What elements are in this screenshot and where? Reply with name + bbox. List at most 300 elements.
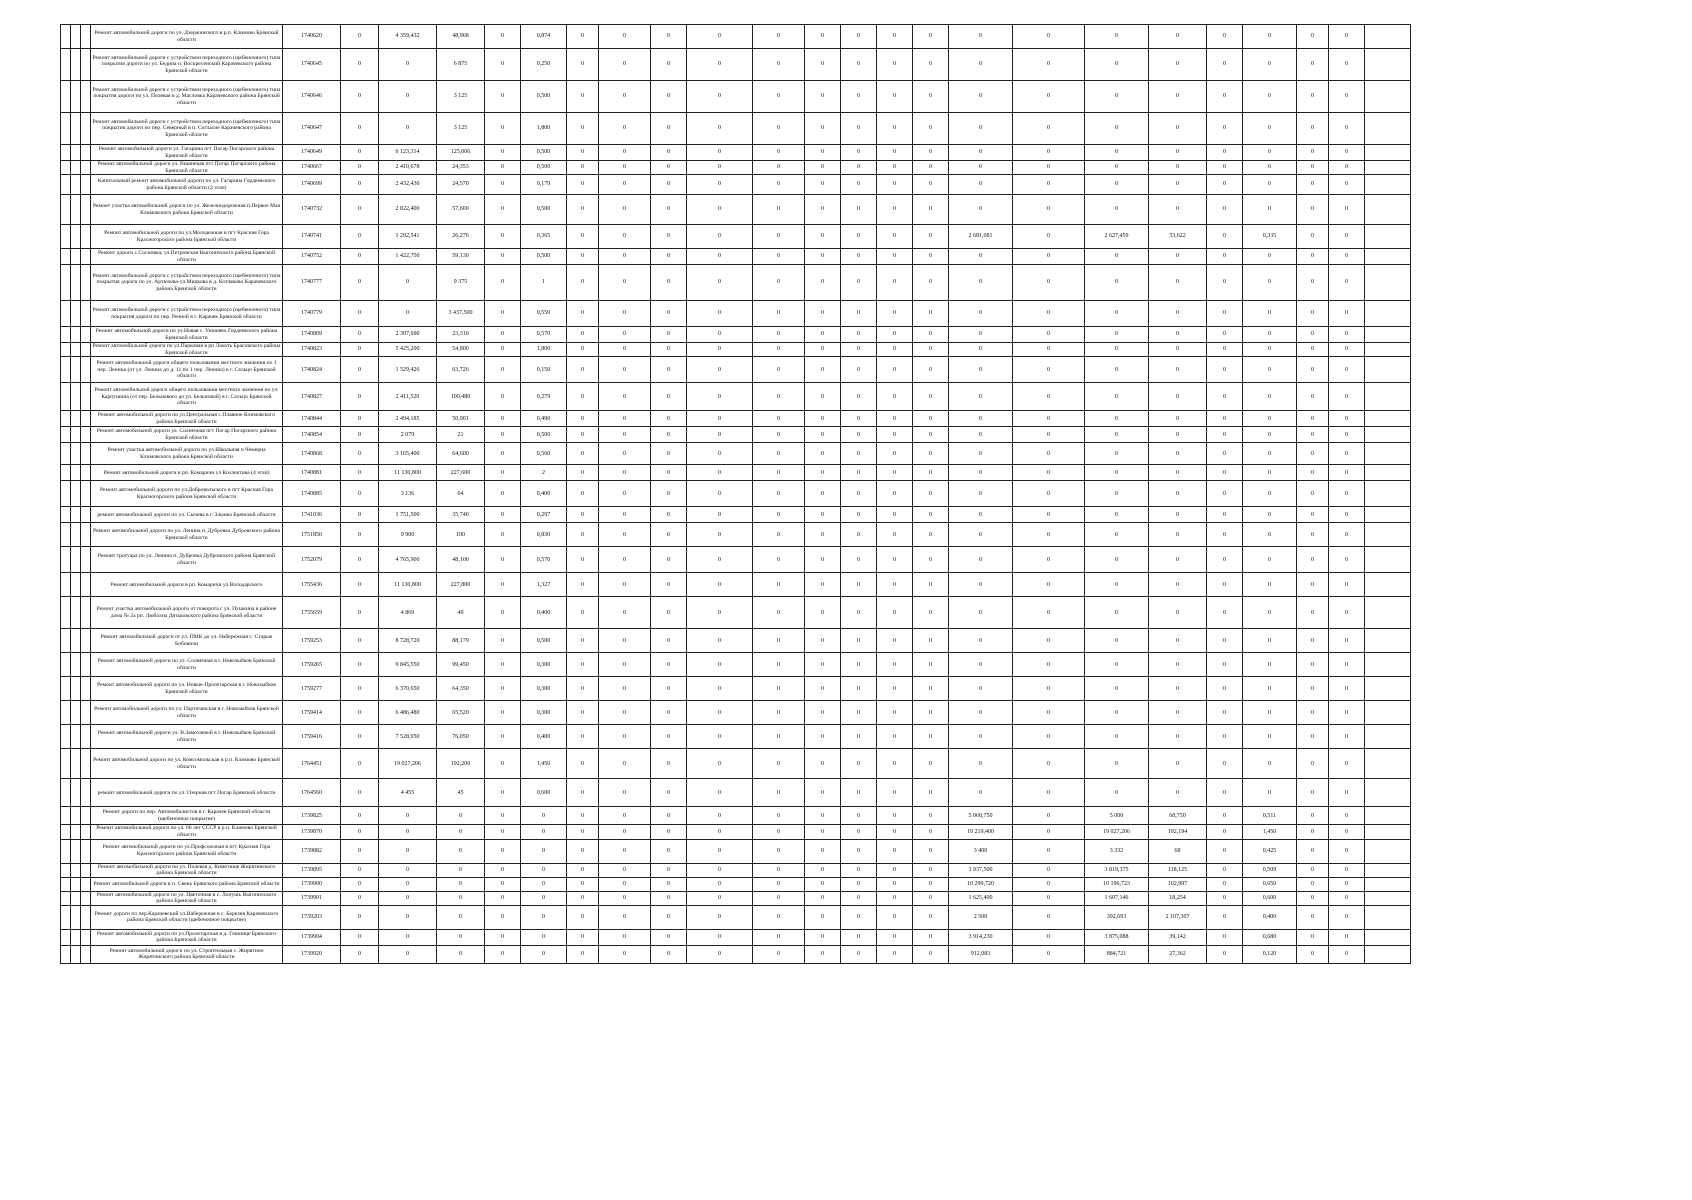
value-cell: 0	[1085, 195, 1149, 225]
value-cell: 0	[567, 807, 599, 825]
empty-cell	[71, 161, 81, 175]
value-cell: 0	[1329, 877, 1365, 891]
value-cell: 0	[1013, 945, 1085, 963]
value-cell: 0	[599, 145, 651, 161]
value-cell: 0	[1329, 195, 1365, 225]
value-cell: 0	[753, 677, 805, 701]
value-cell: 0	[341, 507, 379, 523]
value-cell: 0	[599, 443, 651, 465]
value-cell: 0	[379, 945, 437, 963]
value-cell: 0	[687, 427, 753, 443]
value-cell: 0	[877, 225, 913, 249]
value-cell: 0	[841, 443, 877, 465]
table-row	[61, 327, 1411, 343]
empty-cell	[1365, 357, 1411, 383]
value-cell: 0	[1149, 465, 1207, 481]
value-cell: 0	[651, 825, 687, 839]
value-cell: 0	[753, 891, 805, 905]
value-cell: 1,800	[521, 343, 567, 357]
empty-cell	[1365, 327, 1411, 343]
value-cell: 0	[1207, 905, 1243, 929]
value-cell: 0	[805, 573, 841, 597]
value-cell: 0	[913, 49, 949, 81]
value-cell: 0	[913, 301, 949, 327]
empty-cell	[61, 891, 71, 905]
value-cell: 0	[1243, 749, 1297, 779]
value-cell: 0	[1297, 725, 1329, 749]
value-cell: 0	[485, 523, 521, 547]
value-cell: 0	[1149, 779, 1207, 807]
value-cell: 68,750	[1149, 807, 1207, 825]
value-cell: 0	[567, 749, 599, 779]
empty-cell	[81, 327, 91, 343]
value-cell: 0	[753, 161, 805, 175]
empty-cell	[1365, 481, 1411, 507]
value-cell: 0	[599, 175, 651, 195]
value-cell: 0	[841, 905, 877, 929]
value-cell: 0	[877, 49, 913, 81]
value-cell: 0	[1085, 411, 1149, 427]
value-cell: 0	[1013, 701, 1085, 725]
value-cell: 0	[599, 249, 651, 265]
empty-cell	[61, 411, 71, 427]
value-cell: 0	[599, 547, 651, 573]
value-cell: 0	[485, 629, 521, 653]
empty-cell	[71, 905, 81, 929]
value-cell: 0	[1297, 863, 1329, 877]
value-cell: 0	[753, 301, 805, 327]
value-cell: 0	[949, 411, 1013, 427]
value-cell: 0	[599, 507, 651, 523]
value-cell: 0	[485, 825, 521, 839]
value-cell: 0	[1243, 629, 1297, 653]
value-cell: 0	[485, 465, 521, 481]
value-cell: 0	[599, 113, 651, 145]
table-row	[61, 249, 1411, 265]
empty-cell	[81, 573, 91, 597]
value-cell: 0	[877, 465, 913, 481]
value-cell: 0	[1243, 573, 1297, 597]
value-cell: 0	[949, 507, 1013, 523]
value-cell: 0	[753, 25, 805, 49]
value-cell: 0	[841, 547, 877, 573]
value-cell: 0	[1013, 677, 1085, 701]
value-cell: 48,968	[437, 25, 485, 49]
value-cell: 0	[753, 839, 805, 863]
value-cell: 0	[753, 49, 805, 81]
empty-cell	[61, 249, 71, 265]
value-cell: 0	[1013, 145, 1085, 161]
value-cell: 0	[437, 877, 485, 891]
value-cell: 0	[1297, 175, 1329, 195]
value-cell: 0	[687, 145, 753, 161]
value-cell: 0	[599, 653, 651, 677]
value-cell: 0	[753, 507, 805, 523]
value-cell: 0	[1329, 265, 1365, 301]
value-cell: 0	[1013, 629, 1085, 653]
empty-cell	[81, 113, 91, 145]
value-cell: 0	[1207, 443, 1243, 465]
value-cell: 0	[1207, 481, 1243, 507]
value-cell: 0	[841, 161, 877, 175]
value-cell: 0	[877, 357, 913, 383]
value-cell: 0	[1085, 145, 1149, 161]
table-row	[61, 749, 1411, 779]
value-cell: 0	[1243, 301, 1297, 327]
object-code: 1740699	[283, 175, 341, 195]
value-cell: 0	[1013, 507, 1085, 523]
value-cell: 0	[805, 749, 841, 779]
value-cell: 0	[949, 465, 1013, 481]
object-description: Ремонт дороги по пер. Автомобилистов в г. Карачев Брянской области (щебеночное покрытие)	[91, 807, 283, 825]
value-cell: 64	[437, 481, 485, 507]
value-cell: 2 432,430	[379, 175, 437, 195]
value-cell: 0,297	[521, 507, 567, 523]
value-cell: 0	[687, 749, 753, 779]
value-cell: 0	[687, 265, 753, 301]
value-cell: 0	[1329, 411, 1365, 427]
value-cell: 0	[341, 481, 379, 507]
value-cell: 0	[379, 825, 437, 839]
value-cell: 3 400	[949, 839, 1013, 863]
empty-cell	[71, 301, 81, 327]
value-cell: 0	[841, 49, 877, 81]
value-cell: 3 937,500	[949, 863, 1013, 877]
value-cell: 0	[687, 677, 753, 701]
empty-cell	[61, 175, 71, 195]
value-cell: 0	[1149, 145, 1207, 161]
value-cell: 0	[877, 863, 913, 877]
object-description: Ремонт автомобильной дороги по ул. Новые-Пролетарская в г. Новозыбков Брянской области	[91, 677, 283, 701]
value-cell: 0	[567, 905, 599, 929]
value-cell: 0	[949, 749, 1013, 779]
value-cell: 0	[1207, 749, 1243, 779]
empty-cell	[61, 265, 71, 301]
value-cell: 0,600	[521, 779, 567, 807]
register-table	[60, 24, 1411, 964]
value-cell: 0	[913, 653, 949, 677]
table-row	[61, 265, 1411, 301]
value-cell: 0	[913, 725, 949, 749]
value-cell: 88,179	[437, 629, 485, 653]
value-cell: 0	[1085, 327, 1149, 343]
value-cell: 0,400	[521, 597, 567, 629]
value-cell: 0	[949, 343, 1013, 357]
value-cell: 0	[521, 877, 567, 891]
object-description: Ремонт дороги с.Сосновка, ул.Петровская Выгоничского района Брянской области	[91, 249, 283, 265]
empty-cell	[81, 749, 91, 779]
value-cell: 0	[877, 195, 913, 225]
value-cell: 54,800	[437, 343, 485, 357]
value-cell: 0	[379, 905, 437, 929]
value-cell: 0	[805, 725, 841, 749]
value-cell: 0	[651, 175, 687, 195]
value-cell: 0	[949, 629, 1013, 653]
empty-cell	[1365, 249, 1411, 265]
value-cell: 0,500	[521, 629, 567, 653]
value-cell: 0	[567, 825, 599, 839]
table-row	[61, 863, 1411, 877]
value-cell: 0	[1207, 25, 1243, 49]
empty-cell	[81, 265, 91, 301]
object-code: 1740824	[283, 357, 341, 383]
empty-cell	[71, 383, 81, 411]
value-cell: 0	[949, 547, 1013, 573]
empty-cell	[71, 597, 81, 629]
value-cell: 0	[651, 653, 687, 677]
empty-cell	[81, 929, 91, 945]
empty-cell	[81, 301, 91, 327]
value-cell: 0	[805, 249, 841, 265]
value-cell: 0	[1207, 523, 1243, 547]
value-cell: 102,997	[1149, 877, 1207, 891]
empty-cell	[81, 383, 91, 411]
value-cell: 0,400	[1243, 905, 1297, 929]
value-cell: 0	[877, 877, 913, 891]
value-cell: 0	[841, 265, 877, 301]
value-cell: 0	[1013, 929, 1085, 945]
value-cell: 0	[567, 701, 599, 725]
value-cell: 0	[949, 573, 1013, 597]
value-cell: 0	[651, 507, 687, 523]
value-cell: 0	[651, 25, 687, 49]
value-cell: 0	[1243, 411, 1297, 427]
value-cell: 35,740	[437, 507, 485, 523]
value-cell: 0	[651, 81, 687, 113]
value-cell: 0	[1329, 905, 1365, 929]
empty-cell	[81, 343, 91, 357]
value-cell: 0	[1297, 383, 1329, 411]
value-cell: 0	[753, 825, 805, 839]
value-cell: 7 528,950	[379, 725, 437, 749]
value-cell: 0	[805, 383, 841, 411]
value-cell: 0	[567, 629, 599, 653]
value-cell: 0,300	[521, 677, 567, 701]
value-cell: 192,200	[437, 749, 485, 779]
empty-cell	[81, 161, 91, 175]
empty-cell	[71, 507, 81, 523]
value-cell: 0	[379, 891, 437, 905]
value-cell: 0	[841, 411, 877, 427]
value-cell: 0	[805, 443, 841, 465]
value-cell: 0	[1149, 427, 1207, 443]
value-cell: 0	[841, 301, 877, 327]
value-cell: 2 494,185	[379, 411, 437, 427]
empty-cell	[81, 175, 91, 195]
empty-cell	[1365, 877, 1411, 891]
empty-cell	[81, 427, 91, 443]
value-cell: 0	[651, 701, 687, 725]
value-cell: 0	[341, 225, 379, 249]
value-cell: 0	[1297, 905, 1329, 929]
value-cell: 0	[599, 357, 651, 383]
value-cell: 0	[1207, 161, 1243, 175]
empty-cell	[71, 195, 81, 225]
value-cell: 0	[651, 411, 687, 427]
value-cell: 0	[753, 145, 805, 161]
value-cell: 0	[753, 877, 805, 891]
empty-cell	[61, 677, 71, 701]
value-cell: 0	[1297, 523, 1329, 547]
value-cell: 0	[485, 573, 521, 597]
object-description: Ремонт автомобильной дороги с устройством переходного (щебеночного) типа покрытия дороги по ул. Артюхова-ул.Мицкова в д. Котляково Карачевского района Брянской области	[91, 265, 283, 301]
value-cell: 0	[599, 945, 651, 963]
value-cell: 0	[1013, 597, 1085, 629]
value-cell: 0	[651, 249, 687, 265]
value-cell: 0	[1243, 265, 1297, 301]
empty-cell	[1365, 265, 1411, 301]
empty-cell	[1365, 411, 1411, 427]
value-cell: 0	[341, 573, 379, 597]
value-cell: 3 125	[437, 113, 485, 145]
value-cell: 3 125	[437, 81, 485, 113]
empty-cell	[61, 597, 71, 629]
value-cell: 0	[877, 839, 913, 863]
value-cell: 0	[1149, 629, 1207, 653]
value-cell: 0	[567, 465, 599, 481]
empty-cell	[1365, 443, 1411, 465]
value-cell: 2 822,400	[379, 195, 437, 225]
empty-cell	[1365, 195, 1411, 225]
value-cell: 0	[841, 929, 877, 945]
value-cell: 0	[599, 839, 651, 863]
value-cell: 0	[341, 357, 379, 383]
value-cell: 0	[651, 327, 687, 343]
value-cell: 0	[1013, 863, 1085, 877]
value-cell: 0	[341, 383, 379, 411]
table-row	[61, 929, 1411, 945]
value-cell: 0	[841, 25, 877, 49]
value-cell: 0	[841, 825, 877, 839]
empty-cell	[61, 547, 71, 573]
object-description: Ремонт автомобильной дороги с устройством переходного (щебеночного) типа покрытия дороги по ул. Бедина п. Воскресенский Карачевского района Брянской области	[91, 49, 283, 81]
value-cell: 63,726	[437, 357, 485, 383]
value-cell: 0,300	[521, 701, 567, 725]
value-cell: 0	[805, 357, 841, 383]
table-row	[61, 653, 1411, 677]
value-cell: 0	[1243, 597, 1297, 629]
value-cell: 0	[567, 573, 599, 597]
value-cell: 0	[1297, 929, 1329, 945]
value-cell: 0	[1013, 327, 1085, 343]
value-cell: 0	[1149, 725, 1207, 749]
value-cell: 0	[1085, 597, 1149, 629]
value-cell: 0	[913, 249, 949, 265]
value-cell: 0,279	[521, 383, 567, 411]
value-cell: 0	[485, 863, 521, 877]
value-cell: 0,500	[521, 161, 567, 175]
value-cell: 0	[877, 779, 913, 807]
empty-cell	[1365, 523, 1411, 547]
empty-cell	[81, 725, 91, 749]
value-cell: 0	[485, 81, 521, 113]
value-cell: 0	[805, 547, 841, 573]
value-cell: 0	[599, 825, 651, 839]
value-cell: 0	[1149, 573, 1207, 597]
empty-cell	[71, 749, 81, 779]
empty-cell	[61, 327, 71, 343]
empty-cell	[81, 25, 91, 49]
table-row	[61, 113, 1411, 145]
value-cell: 0	[1329, 725, 1365, 749]
value-cell: 0	[841, 839, 877, 863]
value-cell: 0	[1297, 145, 1329, 161]
value-cell: 0	[341, 749, 379, 779]
empty-cell	[81, 653, 91, 677]
value-cell: 0	[1329, 249, 1365, 265]
value-cell: 0	[1329, 49, 1365, 81]
object-code: 1764560	[283, 779, 341, 807]
empty-cell	[1365, 929, 1411, 945]
value-cell: 0	[1243, 443, 1297, 465]
value-cell: 0	[341, 701, 379, 725]
empty-cell	[61, 195, 71, 225]
value-cell: 0	[521, 807, 567, 825]
value-cell: 0	[341, 523, 379, 547]
value-cell: 0	[567, 343, 599, 357]
value-cell: 0	[949, 25, 1013, 49]
value-cell: 0	[567, 427, 599, 443]
empty-cell	[81, 677, 91, 701]
value-cell: 0	[485, 677, 521, 701]
empty-cell	[71, 929, 81, 945]
empty-cell	[1365, 225, 1411, 249]
object-description: Ремонт участка автомобильной дороги по ул. Железнодорожная п.Первое Мая Климовского района Брянской области	[91, 195, 283, 225]
value-cell: 0	[599, 427, 651, 443]
value-cell: 0	[341, 175, 379, 195]
value-cell: 0	[599, 465, 651, 481]
value-cell: 0	[913, 465, 949, 481]
value-cell: 18,254	[1149, 891, 1207, 905]
value-cell: 0	[437, 825, 485, 839]
object-description: Ремонт автомобильной дороги общего пользования местного значения по ул. Карпушина (от пер. Бельнового до ул. Бельновой) в г. Сельцо Брянской области	[91, 383, 283, 411]
object-description: Ремонт автомобильной дороги в п. Свень Брянского района Брянской области	[91, 877, 283, 891]
empty-cell	[81, 905, 91, 929]
value-cell: 99,450	[437, 653, 485, 677]
value-cell: 0	[485, 343, 521, 357]
value-cell: 0	[913, 749, 949, 779]
value-cell: 0	[1297, 891, 1329, 905]
value-cell: 0	[567, 25, 599, 49]
value-cell: 0	[1207, 411, 1243, 427]
empty-cell	[1365, 653, 1411, 677]
value-cell: 0	[567, 195, 599, 225]
value-cell: 0	[753, 327, 805, 343]
value-cell: 0	[379, 49, 437, 81]
object-code: 1759253	[283, 629, 341, 653]
empty-cell	[81, 825, 91, 839]
value-cell: 1 751,500	[379, 507, 437, 523]
value-cell: 65,520	[437, 701, 485, 725]
value-cell: 0	[949, 327, 1013, 343]
object-description: Ремонт автомобильной дороги по ул. Солнечная в г. Новозыбков Брянской области	[91, 653, 283, 677]
value-cell: 0	[687, 465, 753, 481]
value-cell: 0	[651, 929, 687, 945]
value-cell: 0	[841, 249, 877, 265]
empty-cell	[71, 357, 81, 383]
value-cell: 0	[753, 653, 805, 677]
value-cell: 0	[877, 427, 913, 443]
value-cell: 3 332	[1085, 839, 1149, 863]
value-cell: 0	[567, 357, 599, 383]
value-cell: 0	[485, 891, 521, 905]
value-cell: 0	[805, 481, 841, 507]
value-cell: 0	[341, 877, 379, 891]
value-cell: 0	[1013, 25, 1085, 49]
empty-cell	[1365, 597, 1411, 629]
value-cell: 0	[1297, 877, 1329, 891]
value-cell: 0	[877, 343, 913, 357]
